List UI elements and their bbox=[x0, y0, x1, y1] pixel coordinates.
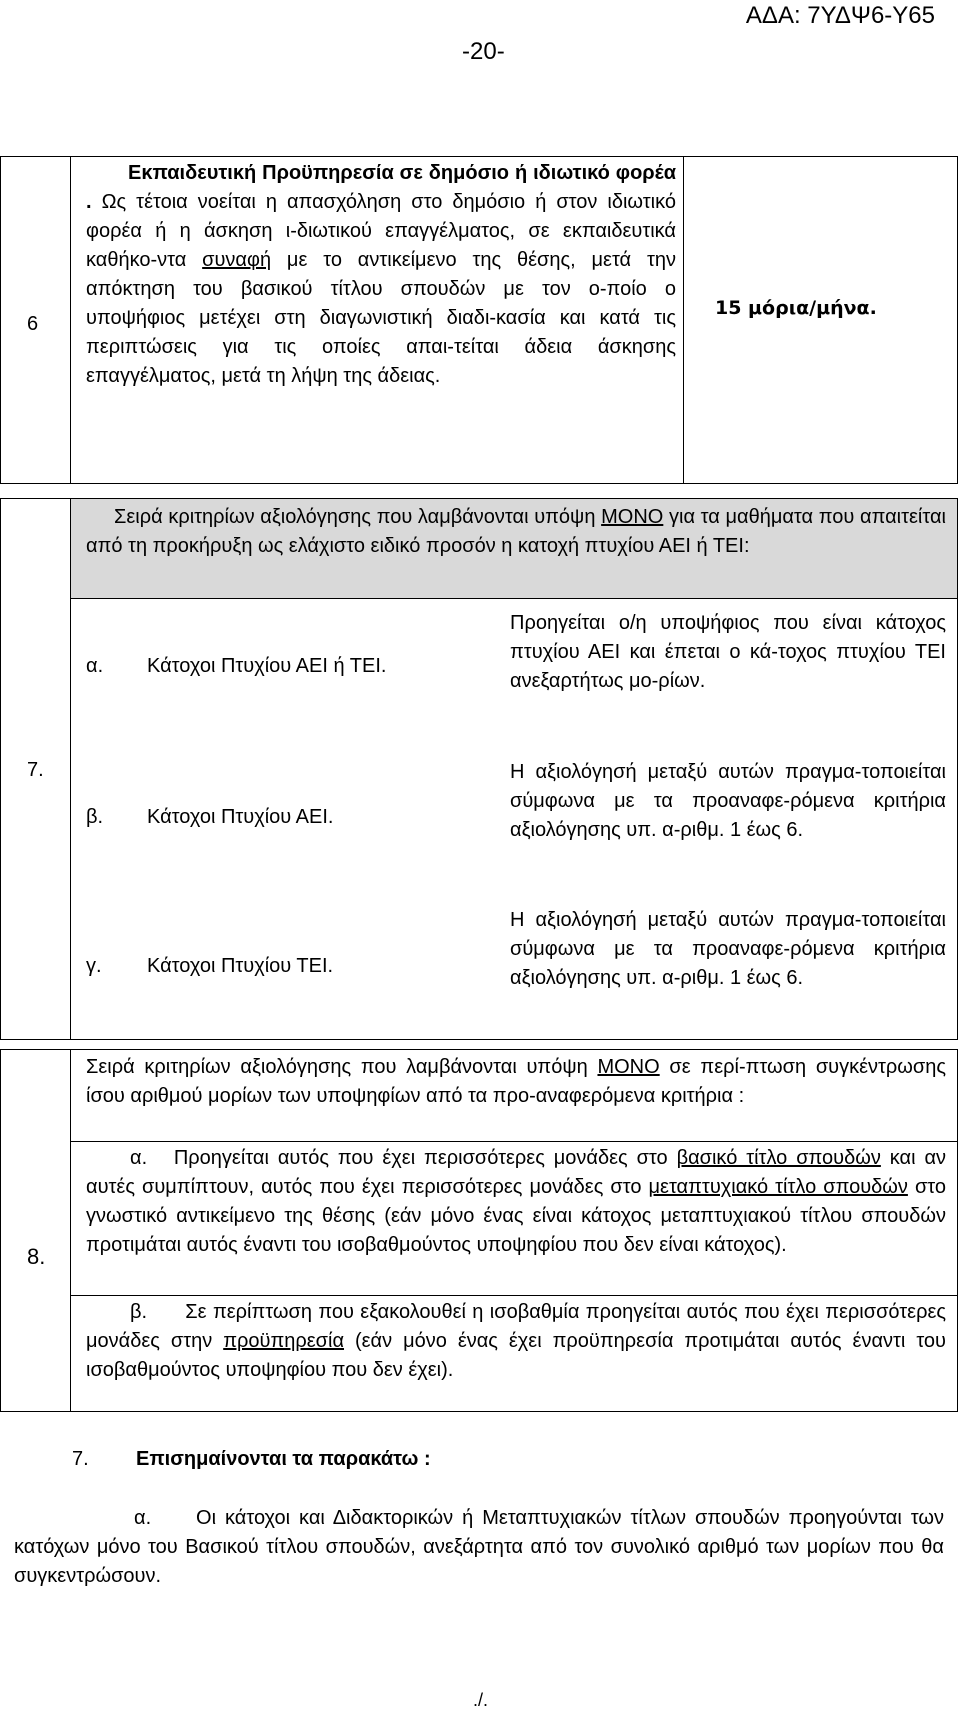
row-7-item-a-letter: α. bbox=[86, 655, 104, 677]
row-7-heading: Σειρά κριτηρίων αξιολόγησης που λαμβάνονται υπόψη ΜΟΝΟ για τα μαθήματα που απαιτείται από τη προκήρυξη ως ελάχιστο ειδικό προσόν η κατοχή πτυχίου ΑΕΙ ή ΤΕΙ: bbox=[86, 506, 946, 557]
note-a: α. Οι κάτοχοι και Διδακτορικών ή Μεταπτυχιακών τίτλων σπουδών προηγούνται των κατόχων μόνο του Βασικού τίτλου σπουδών, ανεξάρτητα από τον συνολικό αριθμό των μορίων που θα συγκεντρώσουν. bbox=[14, 1507, 944, 1587]
row-7-item-a-label: Κάτοχοι Πτυχίου ΑΕΙ ή ΤΕΙ. bbox=[147, 655, 387, 677]
row-8-criterion-b: β. Σε περίπτωση που εξακολουθεί η ισοβαθμία προηγείται αυτός που έχει περισσότερες μονάδες στην προϋπηρεσία (εάν μόνο ένας έχει προϋπηρεσία προτιμάται αυτός έναντι του ισοβαθμούντος υποψηφίου που δεν έχει). bbox=[86, 1301, 946, 1381]
keyword-mono-2: ΜΟΝΟ bbox=[597, 1056, 660, 1078]
continuation-mark: ./. bbox=[473, 1690, 489, 1710]
page-number: -20- bbox=[462, 38, 505, 65]
row-6-description: Εκπαιδευτική Προϋπηρεσία σε δημόσιο ή ιδιωτικό φορέα . Ως τέτοια νοείται η απασχόληση στο δημόσιο ή στον ιδιωτικό φορέα ή η άσκηση ι-διωτικού επαγγέλματος, σε εκπαιδευτικά καθήκο-ντα συναφή με το αντικείμενο της θέσης, μετά την απόκτηση του βασικού τίτλου σπουδών με τον ο-ποίο ο υποψήφιος μετέχει στη διαγωνιστική διαδι-κασία και κατά τις περιπτώσεις για τις οποίες απαι-τείται άδεια άσκησης επαγγέλματος, μετά τη λήψη της άδειας. bbox=[86, 162, 676, 387]
row-8-intro: Σειρά κριτηρίων αξιολόγησης που λαμβάνονται υπόψη ΜΟΝΟ σε περί-πτωση συγκέντρωσης ίσου αριθμού μορίων των υποψηφίων από τα προ-αναφερόμενα κριτήρια : bbox=[86, 1056, 947, 1107]
keyword-mono: ΜΟΝΟ bbox=[601, 506, 664, 528]
row-7-item-b-letter: β. bbox=[86, 806, 104, 828]
row-7-item-a-desc: Προηγείται ο/η υποψήφιος που είναι κάτοχος πτυχίου ΑΕΙ και έπεται ο κά-τοχος πτυχίου ΤΕΙ ανεξαρτήτως μο-ρίων. bbox=[510, 612, 946, 692]
row-6-title: Εκπαιδευτική Προϋπηρεσία σε δημόσιο ή ιδιωτικό φορέα . bbox=[86, 162, 676, 213]
row-7-item-c-letter: γ. bbox=[86, 955, 102, 977]
row-number-7: 7. bbox=[27, 759, 44, 781]
notes-number: 7. bbox=[72, 1448, 89, 1470]
row-6-points: 15 μόρια/μήνα. bbox=[715, 297, 877, 319]
row-7-item-c-label: Κάτοχοι Πτυχίου ΤΕΙ. bbox=[147, 955, 334, 977]
row-8-criterion-a: α. Προηγείται αυτός που έχει περισσότερες μονάδες στο βασικό τίτλο σπουδών και αν αυτές συμπίπτουν, αυτός που έχει περισσότερες μονάδες στο μεταπτυχιακό τίτλο σπουδών στο γνωστικό αντικείμενο της θέσης (εάν μόνο ένας είναι κάτοχος μεταπτυχιακού τίτλου σπουδών προτιμάται αυτός έναντι του ισοβαθμούντος υποψηφίου που δεν είναι κάτοχος). bbox=[86, 1147, 947, 1256]
ada-code: ΑΔΑ: 7ΥΔΨ6-Υ65 bbox=[745, 2, 935, 29]
notes-title: Επισημαίνονται τα παρακάτω : bbox=[136, 1448, 431, 1470]
row-number-8: 8. bbox=[27, 1244, 46, 1269]
row-7-item-c-desc: Η αξιολόγησή μεταξύ αυτών πραγμα-τοποιείται σύμφωνα με τα προαναφε-ρόμενα κριτήρια αξιολόγησης υπ. α-ριθμ. 1 έως 6. bbox=[510, 909, 946, 989]
keyword-synafi: συναφή bbox=[202, 249, 272, 271]
row-7-item-b-label: Κάτοχοι Πτυχίου ΑΕΙ. bbox=[147, 806, 334, 828]
row-number-6: 6 bbox=[27, 313, 39, 335]
row-7-item-b-desc: Η αξιολόγησή μεταξύ αυτών πραγμα-τοποιείται σύμφωνα με τα προαναφε-ρόμενα κριτήρια αξιολόγησης υπ. α-ριθμ. 1 έως 6. bbox=[510, 761, 946, 841]
